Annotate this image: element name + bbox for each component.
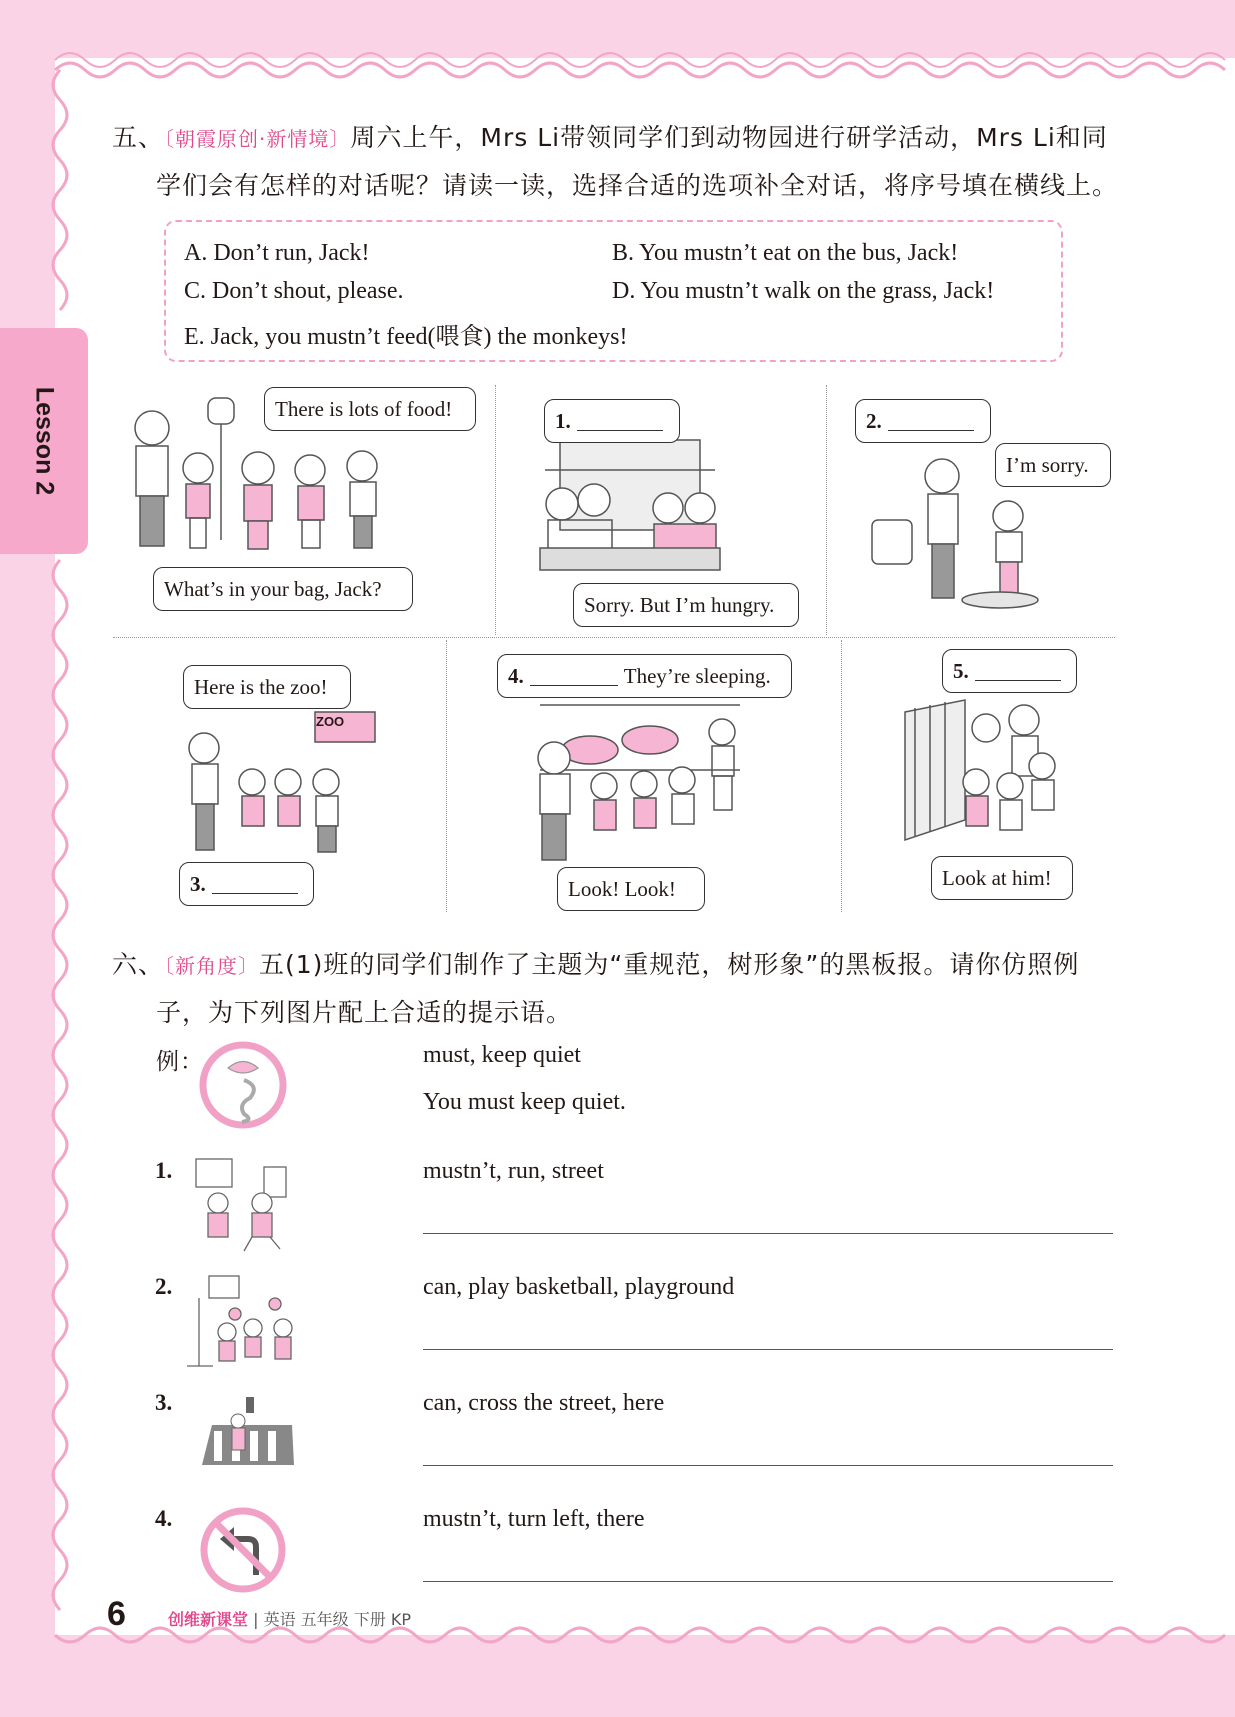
footer-info [168,1607,411,1630]
lesson-tab-label: Lesson 2 [30,386,59,496]
item-1-prompt: mustn’t, run, street [423,1158,604,1184]
option-b: B. You mustn’t eat on the bus, Jack! [612,240,959,266]
section6-instruction-2: 子，为下列图片配上合适的提示语。 [156,998,573,1027]
answer-line-4[interactable] [423,1581,1113,1582]
scene5-tigers-illustration [538,705,740,860]
option-c: C. Don’t shout, please. [184,278,404,304]
bubble-s2-bottom: Sorry. But I’m hungry. [573,583,799,627]
answer-line-1[interactable] [423,1233,1113,1234]
section5-tag: 〔朝霞原创·新情境〕 [164,127,351,151]
section6-tag: 〔新角度〕 [164,954,260,978]
scene4-zoo-gate-illustration [189,712,375,852]
item-1-number: 1. [155,1158,173,1183]
bubble-blank-1: 1. [544,399,680,443]
page-number: 6 [107,1595,126,1633]
scene6-monkey-cage-illustration [905,700,1055,840]
answer-line-3[interactable] [423,1465,1113,1466]
section6-number: 六、 [112,950,165,979]
quiet-sign-icon [198,1040,288,1130]
section5-number: 五、 [112,123,165,152]
option-e: E. Jack, you mustn’t feed(喂食) the monkeys! [184,324,628,350]
item-2-number: 2. [155,1274,173,1299]
item-2-prompt: can, play basketball, playground [423,1274,735,1300]
bubble-blank-5: 5. [942,649,1077,693]
section5-instruction-1: 周六上午，Mrs Li带领同学们到动物园进行研学活动，Mrs Li和同 [350,123,1108,152]
basketball-picture [183,1270,308,1375]
section6-instruction-1: 五(1)班的同学们制作了主题为“重规范，树形象”的黑板报。请你仿照例 [259,950,1080,979]
answer-line-2[interactable] [423,1349,1113,1350]
item-3-prompt: can, cross the street, here [423,1390,665,1416]
bubble-s1-top: There is lots of food! [264,387,476,431]
scene2-bus-illustration [540,440,720,570]
example-label: 例： [156,1049,204,1075]
bubble-s6-bottom: Look at him! [931,856,1073,900]
example-answer: You must keep quiet. [423,1089,626,1115]
bubble-s1-bottom: What’s in your bag, Jack? [153,567,413,611]
example-prompt: must, keep quiet [423,1042,581,1068]
item-4-prompt: mustn’t, turn left, there [423,1506,645,1532]
bubble-blank-4: 4. They’re sleeping. [497,654,792,698]
bubble-blank-3: 3. [179,862,314,906]
no-left-turn-icon [198,1505,288,1595]
item-4-number: 4. [155,1506,173,1531]
item-3-number: 3. [155,1390,173,1415]
running-street-picture [192,1155,297,1255]
bubble-s3-reply: I’m sorry. [995,443,1111,487]
bubble-s5-bottom: Look! Look! [557,867,705,911]
bubble-blank-2: 2. [855,399,991,443]
option-a: A. Don’t run, Jack! [184,240,370,266]
crosswalk-picture [192,1395,302,1475]
zoo-sign: ZOO [316,714,345,729]
bubble-s4-top: Here is the zoo! [183,665,351,709]
footer-brand: 创维新课堂 [168,1610,249,1629]
footer-details: | 英语 五年级 下册 KP [253,1610,411,1629]
section5-instruction-2: 学们会有怎样的对话呢？请读一读，选择合适的选项补全对话，将序号填在横线上。 [156,171,1119,200]
option-d: D. You mustn’t walk on the grass, Jack! [612,278,995,304]
section6-heading [112,945,1079,981]
